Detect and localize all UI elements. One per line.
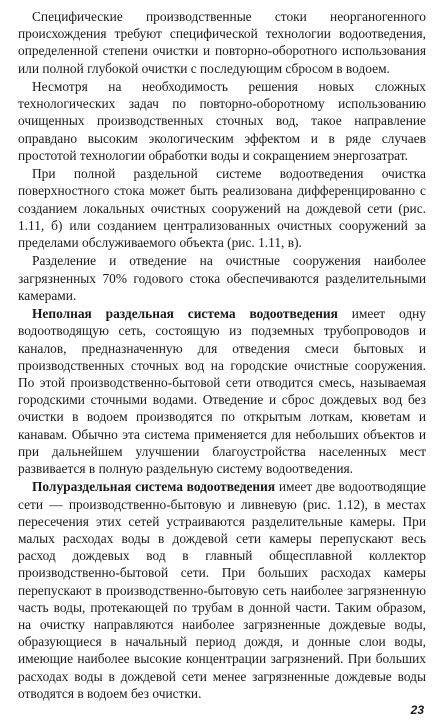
paragraph-text: имеет одну водоотводящую сеть, состоящую из подземных трубопроводов и каналов, предназначенную для отведения смеси бытовых и производственных сточных вод на городские очистные сооружения. По этой производственно-бытовой сети отводится смесь, называемая городскими сточными водами. Отведение и сброс дождевых вод без очистки в водоем производятся по открытым лоткам, кюветам и канавам. Обычно эта система применяется для небольших объектов и при дальнейшем улучшении благоустройства населенных мест развивается в полную раздельную систему водоотведения. bbox=[18, 306, 426, 477]
paragraph bbox=[18, 165, 426, 251]
paragraph-text: имеет две водоотводящие сети — производственно-бытовую и ливневую (рис. 1.12), в местах пересечения этих сетей устраиваются разделительные камеры. При малых расходах воды в дождевой сети камеры перепускают весь расход дождевых вод в главный общесплавной коллектор производственно-бытовой сети. При больших расходах камеры перепускают в производственно-бытовую сеть наиболее загрязненную часть воды, протекающей по трубам в донной части. Таким образом, на очистку направляются наиболее загрязненные дождевые воды, образующиеся в начальный период дождя, и донные слои воды, имеющие наиболее высокие концентрации загрязнений. При больших расходах воды в дождевой сети менее загрязненные дождевые воды отводятся в водоем без очистки. bbox=[18, 479, 426, 701]
paragraph-text: Разделение и отведение на очистные сооружения наиболее загрязненных 70% годового стока обеспечиваются разделительными камерами. bbox=[18, 253, 426, 303]
page-body bbox=[18, 8, 426, 703]
paragraph bbox=[18, 252, 426, 304]
page-number: 23 bbox=[410, 703, 424, 717]
paragraph bbox=[18, 305, 426, 477]
paragraph-text: Несмотря на необходимость решения новых сложных технологических задач по повторно-оборотному использованию очищенных производственных сточных вод, такое направление оправдано высоким экологическим эффектом и в ряде случаев простотой технологии обработки воды и сокращением энергозатрат. bbox=[18, 79, 426, 163]
paragraph-text: Специфические производственные стоки неорганогенного происхождения требуют специфической технологии водоотведения, определенной степени очистки и повторно-оборотного использования или полной глубокой очистки с последующим сбросом в водоем. bbox=[18, 9, 426, 76]
paragraph-lead: Неполная раздельная система водоотведения bbox=[32, 306, 338, 322]
paragraph bbox=[18, 8, 426, 77]
paragraph bbox=[18, 78, 426, 164]
paragraph-text: При полной раздельной системе водоотведения очистка поверхностного стока может быть реализована дифференцированно с созданием локальных очистных сооружений на дождевой сети (рис. 1.11, б) или созданием централизованных очистных сооружений за пределами обслуживаемого объекта (рис. 1.11, в). bbox=[18, 166, 426, 251]
paragraph-lead: Полураздельная система водоотведения bbox=[32, 479, 276, 495]
paragraph bbox=[18, 478, 426, 702]
